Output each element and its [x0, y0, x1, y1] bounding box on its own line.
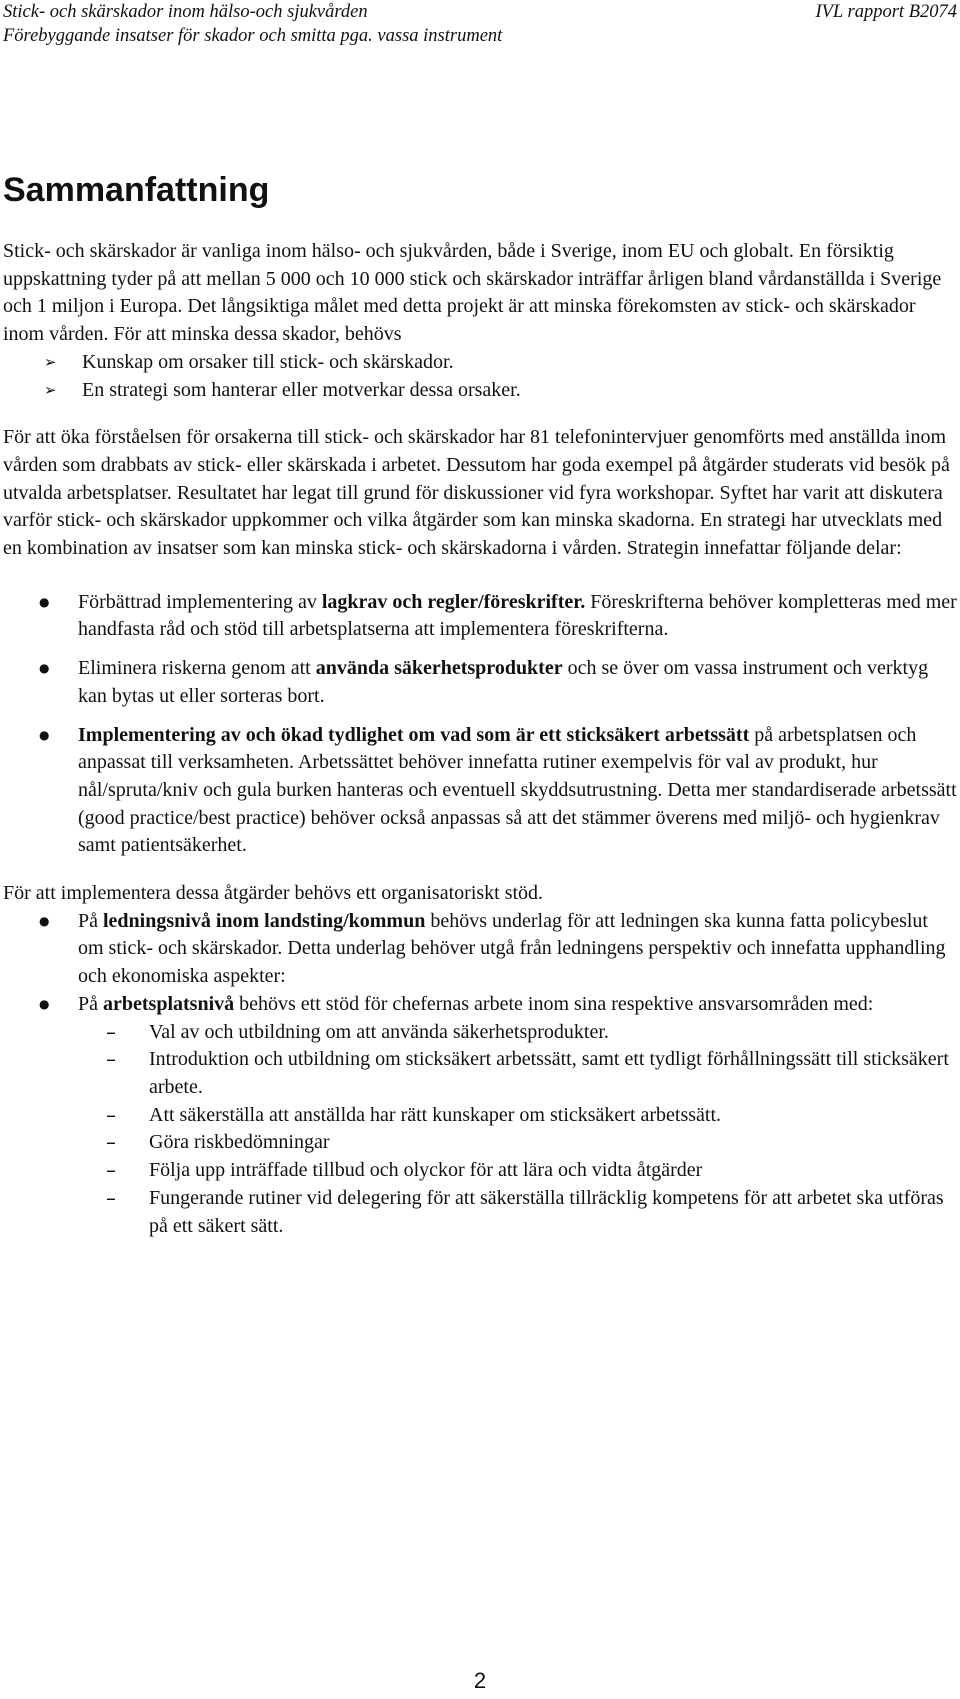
running-header-report-id: IVL rapport B2074: [815, 2, 957, 22]
dot-bullet-icon: ●: [39, 996, 50, 1011]
arrow-bullet-icon: ➢: [44, 352, 57, 371]
workplace-item: – Val av och utbildning om att använda säkerhetsprodukter.: [78, 1019, 957, 1047]
section-body: [3, 238, 957, 1240]
workplace-item: – Följa upp inträffade tillbud och olyckor för att lära och vidta åtgärder: [78, 1157, 957, 1185]
workplace-item: – Fungerande rutiner vid delegering för att säkerställa tillräcklig kompetens för att arbetet ska utföras på ett säkert sätt.: [78, 1185, 957, 1240]
needs-item: ➢ En strategi som hanterar eller motverkar dessa orsaker.: [3, 377, 957, 405]
arrow-bullet-icon: ➢: [44, 380, 57, 399]
method-paragraph: För att öka förståelsen för orsakerna till stick- och skärskador har 81 telefonintervjuer genomförts med anställda inom vården som drabbats av stick- eller skärskada i arbetet. Dessutom har goda exempel på åtgärder studerats vid besök på utvalda arbetsplatser. Resultatet har legat till grund för diskussioner vid fyra workshopar. Syftet har varit att diskutera varför stick- och skärskador uppkommer och vilka åtgärder som kan minska skadorna. En strategi har utvecklats med en kombination av insatser som kan minska stick- och skärskadorna i vården. Strategin innefattar följande delar:: [3, 426, 950, 560]
running-header-subtitle: Förebyggande insatser för skador och smitta pga. vassa instrument: [3, 26, 503, 46]
strategy-item: ● Förbättrad implementering av lagkrav och regler/föreskrifter. Föreskrifterna behöver kompletteras med mer handfasta råd och stöd till arbetsplatserna att implementera föreskrifterna.: [3, 589, 957, 644]
workplace-list: [3, 1019, 957, 1241]
dash-bullet-icon: –: [106, 1019, 116, 1044]
needs-item: ➢ Kunskap om orsaker till stick- och skärskador.: [3, 349, 957, 377]
strategy-item: ● Implementering av och ökad tydlighet om vad som är ett sticksäkert arbetssätt på arbetsplatsen och anpassat till verksamheten. Arbetssättet behöver innefatta rutiner exempelvis för val av produkt, hur nål/spruta/kniv och gula burken hanteras och eventuell skyddsutrustning. Detta mer standardiserade arbetssätt (good practice/best practice) behöver också anpassas så att det stämmer överens med miljö- och hygienkrav samt patientsäkerhet.: [3, 722, 957, 861]
strategy-list: [3, 589, 957, 860]
dash-bullet-icon: –: [106, 1158, 116, 1183]
section-title: Sammanfattning: [3, 171, 270, 209]
dot-bullet-icon: ●: [39, 661, 50, 676]
dot-bullet-icon: ●: [39, 727, 50, 742]
workplace-item: – Att säkerställa att anställda har rätt kunskaper om sticksäkert arbetssätt.: [78, 1102, 957, 1130]
intro-paragraph: Stick- och skärskador är vanliga inom hälso- och sjukvården, både i Sverige, inom EU och globalt. En försiktig uppskattning tyder på att mellan 5 000 och 10 000 stick och skärskador inträffar årligen bland vårdanställda i Sverige och 1 miljon i Europa. Det långsiktiga målet med detta projekt är att minska förekomsten av stick- och skärskador inom vården. För att minska dessa skador, behövs: [3, 240, 942, 346]
workplace-item: – Göra riskbedömningar: [78, 1129, 957, 1157]
dash-bullet-icon: –: [106, 1102, 116, 1127]
page-number: 2: [473, 1668, 487, 1693]
support-item: ● På arbetsplatsnivå behövs ett stöd för chefernas arbete inom sina respektive ansvarsområden med: – Val av och utbildning om att använda säkerhetsprodukter. – Introduktion och utbildning om sticksäkert arbetssätt, samt ett tydligt förhållningssätt till sticksäkert arbete. – Att säkerställa att anställda har rätt kunskaper om sticksäkert arbetssätt. – Göra riskbedömningar – Följa upp inträffade tillbud och olyckor för att lära och vidta åtgärder – Fungerande rutiner vid delegering för att säkerställa tillräcklig kompetens för att arbetet ska utföras på ett säkert sätt.: [3, 991, 957, 1240]
dash-bullet-icon: –: [106, 1130, 116, 1155]
running-header-title: Stick- och skärskador inom hälso-och sjukvården: [3, 2, 368, 22]
dash-bullet-icon: –: [106, 1047, 116, 1072]
dash-bullet-icon: –: [106, 1185, 116, 1210]
dot-bullet-icon: ●: [39, 594, 50, 609]
dot-bullet-icon: ●: [39, 913, 50, 928]
support-list: [3, 908, 957, 1240]
support-item: ● På ledningsnivå inom landsting/kommun behövs underlag för att ledningen ska kunna fatta policybeslut om stick- och skärskador. Detta underlag behöver utgå från ledningens perspektiv och innefatta upphandling och ekonomiska aspekter:: [3, 908, 957, 991]
strategy-item: ● Eliminera riskerna genom att använda säkerhetsprodukter och se över om vassa instrument och verktyg kan bytas ut eller sorteras bort.: [3, 655, 957, 710]
needs-list: [3, 349, 957, 404]
support-paragraph: För att implementera dessa åtgärder behövs ett organisatoriskt stöd.: [3, 882, 544, 905]
workplace-item: – Introduktion och utbildning om sticksäkert arbetssätt, samt ett tydligt förhållningssätt till sticksäkert arbete.: [78, 1046, 957, 1101]
